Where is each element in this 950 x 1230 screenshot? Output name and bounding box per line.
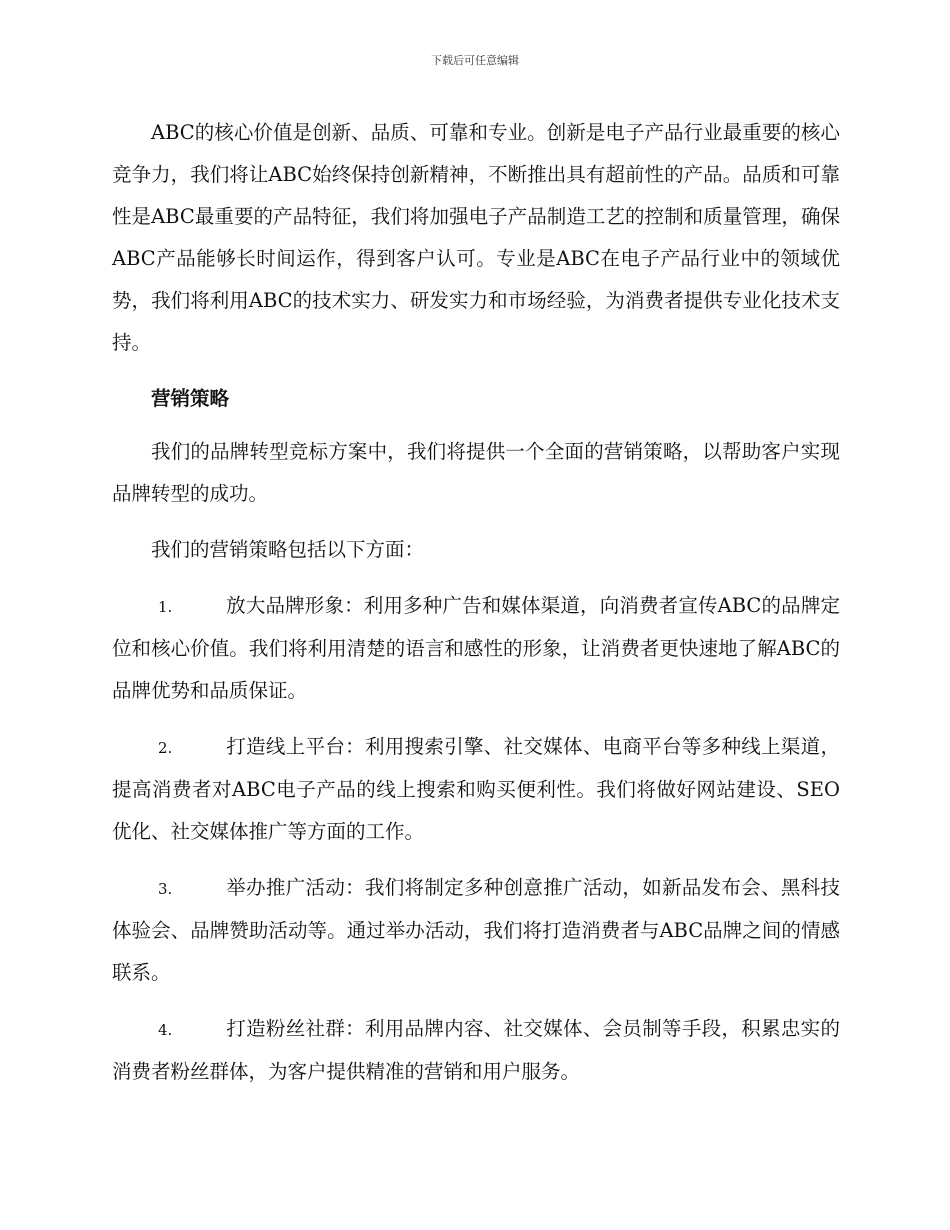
list-item-text: 举办推广活动：我们将制定多种创意推广活动，如新品发布会、黑科技体验会、品牌赞助活动等。通过举办活动，我们将打造消费者与ABC品牌之间的情感联系。: [112, 876, 840, 984]
list-item: [112, 867, 840, 994]
intro-paragraph: ABC的核心价值是创新、品质、可靠和专业。创新是电子产品行业最重要的核心竞争力，我们将让ABC始终保持创新精神，不断推出具有超前性的产品。品质和可靠性是ABC最重要的产品特征，我们将加强电子产品制造工艺的控制和质量管理，确保ABC产品能够长时间运作，得到客户认可。专业是ABC在电子产品行业中的领域优势，我们将利用ABC的技术实力、研发实力和市场经验，为消费者提供专业化技术支持。: [112, 121, 840, 354]
list-item: [112, 585, 840, 712]
page-header-text: 下载后可任意编辑: [431, 54, 519, 67]
list-item-number: 2.: [158, 739, 173, 757]
list-item: [112, 726, 840, 853]
list-item-text: 打造粉丝社群：利用品牌内容、社交媒体、会员制等手段，积累忠实的消费者粉丝群体，为客户提供精准的营销和用户服务。: [112, 1017, 840, 1083]
list-item: [112, 1008, 840, 1093]
list-item-number: 1.: [158, 598, 173, 616]
section-heading: 营销策略: [151, 387, 230, 410]
list-item-number: 3.: [158, 880, 173, 898]
document-body: [112, 112, 840, 1107]
list-item-text: 打造线上平台：利用搜索引擎、社交媒体、电商平台等多种线上渠道，提高消费者对ABC电子产品的线上搜索和购买便利性。我们将做好网站建设、SEO优化、社交媒体推广等方面的工作。: [112, 735, 840, 843]
strategy-list-lead: 我们的营销策略包括以下方面：: [151, 538, 425, 561]
list-item-number: 4.: [158, 1021, 173, 1039]
strategy-intro-paragraph: 我们的品牌转型竞标方案中，我们将提供一个全面的营销策略，以帮助客户实现品牌转型的成功。: [112, 440, 840, 505]
list-item-text: 放大品牌形象：利用多种广告和媒体渠道，向消费者宣传ABC的品牌定位和核心价值。我们将利用清楚的语言和感性的形象，让消费者更快速地了解ABC的品牌优势和品质保证。: [112, 594, 840, 702]
